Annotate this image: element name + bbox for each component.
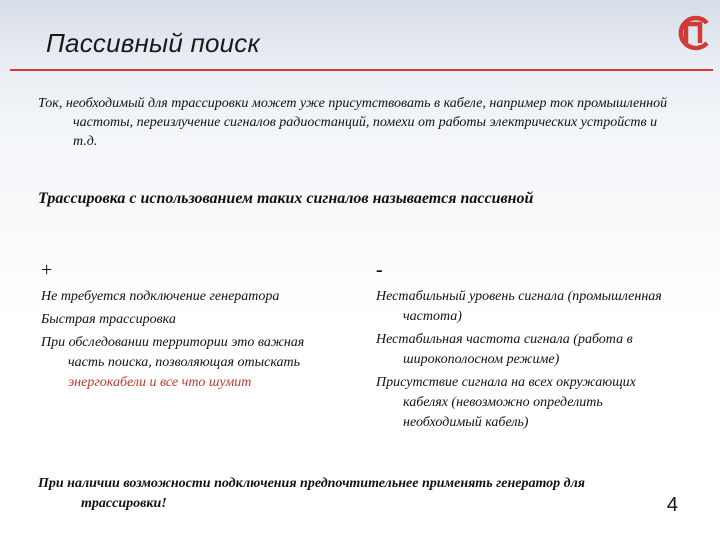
subheading: Трассировка с использованием таких сигналов называется пассивной	[38, 190, 534, 207]
list-item: Быстрая трассировка	[41, 312, 176, 327]
highlighted-text: энергокабели и все что шумит	[68, 375, 252, 390]
pros-sign: +	[41, 259, 53, 281]
intro-text: Ток, необходимый для трассировки может уже присутствовать в кабеле, например ток промышленной частоты, переизлучение сигналов радиостанций, помехи от работы электрических устройств и т.д.	[38, 96, 668, 149]
slide-title: Пассивный поиск	[46, 28, 260, 58]
conclusion	[38, 474, 658, 514]
list-item: Не требуется подключение генератора	[41, 289, 280, 304]
list-item: Нестабильный уровень сигнала (промышленная частота)	[376, 289, 662, 324]
list-item	[41, 333, 341, 393]
title-divider	[10, 69, 713, 71]
list-item-text: При обследовании территории это важная часть поиска, позволяющая отыскать	[41, 335, 305, 370]
cons-sign: -	[376, 259, 383, 281]
conclusion-text: При наличии возможности подключения предпочтительнее применять генератор для трассировки!	[38, 476, 586, 511]
pros-list	[41, 287, 341, 396]
list-item: Нестабильная частота сигнала (работа в широкополосном режиме)	[376, 332, 633, 367]
page-number: 4	[666, 494, 678, 516]
intro-paragraph	[38, 94, 678, 151]
company-logo-icon	[674, 14, 712, 52]
cons-list	[376, 287, 676, 436]
list-item: Присутствие сигнала на всех окружающих кабелях (невозможно определить необходимый кабель)	[376, 375, 636, 430]
